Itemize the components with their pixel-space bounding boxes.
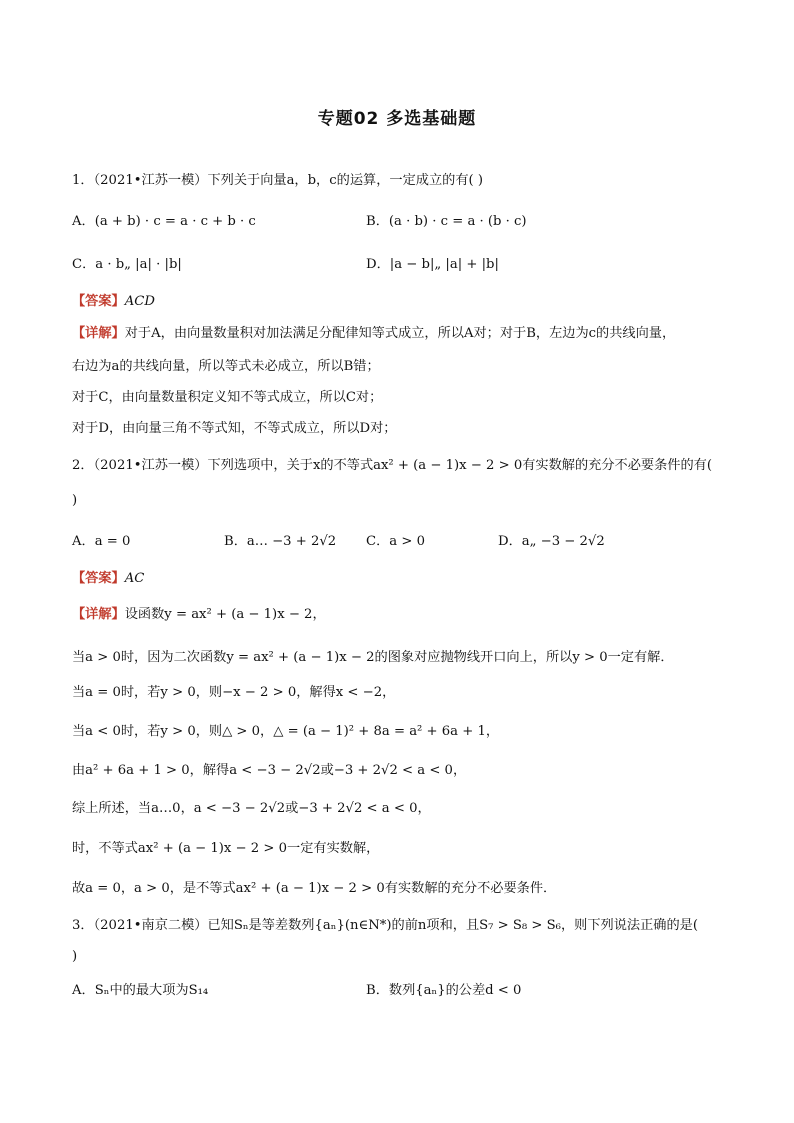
q2-answer: AC (124, 571, 145, 586)
q2-detail-line: 故a = 0，a > 0，是不等式ax² + (a − 1)x − 2 > 0有实数解的充分不必要条件． (72, 881, 557, 896)
q2-detail-line: 设函数y = ax² + (a − 1)x − 2， (124, 607, 326, 622)
q2-detail-line: 时，不等式ax² + (a − 1)x − 2 > 0一定有实数解， (72, 841, 380, 856)
q1-detail-line: 右边为a的共线向量，所以等式未必成立，所以B错； (72, 359, 380, 374)
q1-option-c: C．a · b„ |a| · |b| (72, 257, 182, 272)
q1-option-d: D．|a − b|„ |a| + |b| (366, 257, 499, 272)
q2-option-a: A．a = 0 (72, 534, 131, 549)
q2-option-c: C．a > 0 (366, 534, 425, 549)
q1-answer: ACD (124, 294, 155, 309)
q2-detail-line: 当a < 0时，若y > 0，则△ > 0，△ = (a − 1)² + 8a = a² + 6a + 1， (72, 724, 500, 739)
q3-stem-line-1: 3．（2021•南京二模）已知Sₙ是等差数列{aₙ}(n∈N*)的前n项和，且S₇ > S₈ > S₆，则下列说法正确的是( (72, 918, 698, 933)
q1-option-b: B．(a · b) · c = a · (b · c) (366, 214, 527, 229)
q2-detail-line: 当a > 0时，因为二次函数y = ax² + (a − 1)x − 2的图象对应抛物线开口向上，所以y > 0一定有解． (72, 650, 674, 665)
q2-option-d: D．a„ −3 − 2√2 (498, 534, 605, 549)
q2-answer-label: 【答案】 (72, 571, 125, 586)
q2-detail-row-1 (72, 606, 326, 624)
q2-option-b: B．a… −3 + 2√2 (224, 534, 337, 549)
q1-answer-row (72, 293, 155, 311)
q3-stem-line-2: ) (72, 949, 78, 964)
q2-answer-row (72, 570, 144, 588)
q2-detail-line: 由a² + 6a + 1 > 0，解得a < −3 − 2√2或−3 + 2√2 < a < 0， (72, 763, 467, 778)
q1-detail-line: 对于D，由向量三角不等式知，不等式成立，所以D对； (72, 421, 397, 436)
q1-option-a: A．(a + b) · c = a · c + b · c (72, 214, 256, 229)
q2-detail-line: 当a = 0时，若y > 0，则−x − 2 > 0，解得x < −2， (72, 685, 396, 700)
q1-detail-line: 对于A，由向量数量积对加法满足分配律知等式成立，所以A对；对于B，左边为c的共线向量， (124, 326, 676, 341)
q3-option-a: A．Sₙ中的最大项为S₁₄ (72, 983, 209, 998)
q1-detail-label: 【详解】 (72, 326, 125, 341)
q2-stem-line-1: 2．（2021•江苏一模）下列选项中，关于x的不等式ax² + (a − 1)x − 2 > 0有实数解的充分不必要条件的有( (72, 458, 712, 473)
q3-option-b: B．数列{aₙ}的公差d < 0 (366, 983, 522, 998)
q2-detail-label: 【详解】 (72, 607, 125, 622)
q2-detail-line: 综上所述，当a…0，a < −3 − 2√2或−3 + 2√2 < a < 0， (72, 801, 431, 816)
page-title: 专题02 多选基础题 (317, 109, 477, 129)
q1-detail-row-1 (72, 325, 675, 343)
q1-answer-label: 【答案】 (72, 294, 125, 309)
q1-stem: 1．（2021•江苏一模）下列关于向量a，b，c的运算，一定成立的有( ) (72, 173, 483, 188)
q2-stem-line-2: ) (72, 493, 78, 508)
q1-detail-line: 对于C，由向量数量积定义知不等式成立，所以C对； (72, 390, 383, 405)
